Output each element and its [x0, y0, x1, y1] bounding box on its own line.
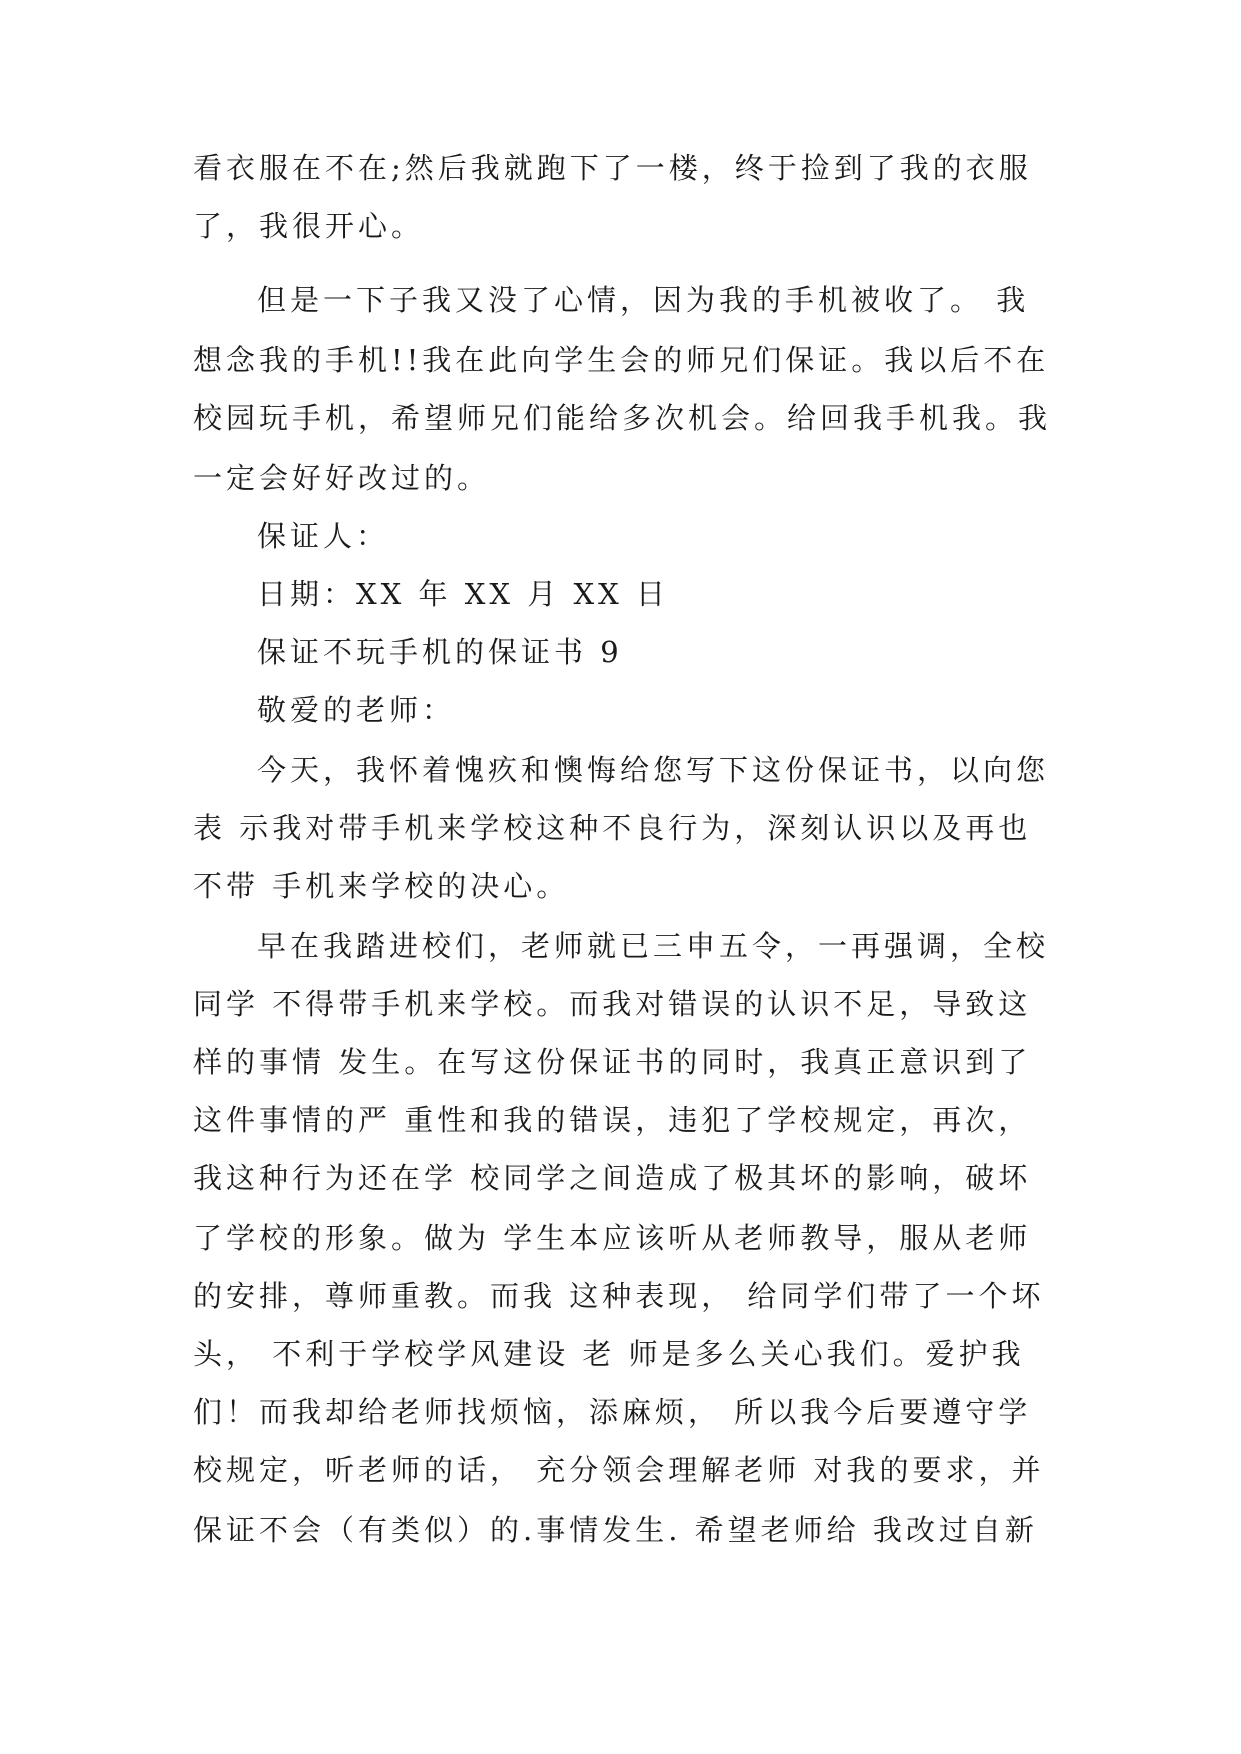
paragraph-start-line: 今天，我怀着愧疚和懊悔给您写下这份保证书，以向您: [257, 753, 1050, 787]
text-line: 校园玩手机，希望师兄们能给多次机会。给回我手机我。我: [193, 401, 1052, 435]
guarantor-label: 保证人：: [257, 519, 390, 553]
text-line: 这件事情的严 重性和我的错误，违犯了学校规定，再次，: [193, 1103, 1032, 1137]
text-line: 保证不会（有类似）的.事情发生. 希望老师给 我改过自新: [193, 1513, 1038, 1547]
salutation: 敬爱的老师：: [257, 693, 456, 727]
text-line: 表 示我对带手机来学校这种不良行为，深刻认识以及再也: [193, 811, 1032, 845]
paragraph-start-line: 但是一下子我又没了心情，因为我的手机被收了。 我: [257, 283, 1030, 317]
text-line: 的安排，尊师重教。而我 这种表现， 给同学们带了一个坏: [193, 1279, 1045, 1313]
text-line: 不带 手机来学校的决心。: [193, 869, 570, 903]
text-line: 了学校的形象。做为 学生本应该听从老师教导，服从老师: [193, 1221, 1032, 1255]
text-line: 头， 不利于学校学风建设 老 师是多么关心我们。爱护我: [193, 1337, 1025, 1371]
text-line: 样的事情 发生。在写这份保证书的同时，我真正意识到了: [193, 1045, 1032, 1079]
text-line: 看衣服在不在;然后我就跑下了一楼，终于捡到了我的衣服: [193, 151, 1032, 185]
text-line: 们！而我却给老师找烦恼，添麻烦， 所以我今后要遵守学: [193, 1395, 1032, 1429]
text-line: 同学 不得带手机来学校。而我对错误的认识不足，导致这: [193, 987, 1032, 1021]
paragraph-start-line: 早在我踏进校们，老师就已三申五令，一再强调，全校: [257, 929, 1050, 963]
text-line: 校规定，听老师的话， 充分领会理解老师 对我的要求，并: [193, 1453, 1045, 1487]
text-line: 我这种行为还在学 校同学之间造成了极其坏的影响，破坏: [193, 1161, 1032, 1195]
section-title: 保证不玩手机的保证书 9: [257, 635, 623, 669]
text-line: 一定会好好改过的。: [193, 461, 491, 495]
text-line: 想念我的手机!!我在此向学生会的师兄们保证。我以后不在: [193, 343, 1050, 377]
text-line: 了，我很开心。: [193, 209, 425, 243]
date-line: 日期：XX 年 XX 月 XX 日: [257, 577, 669, 611]
